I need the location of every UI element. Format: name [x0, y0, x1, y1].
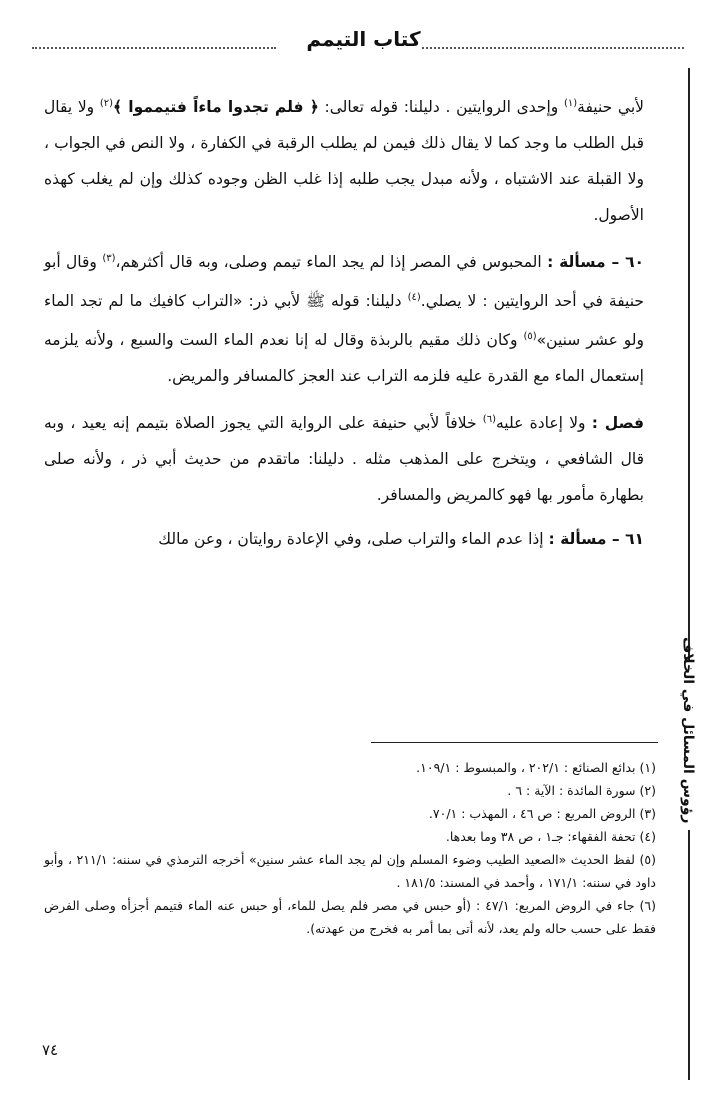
- footnote-4: (٤) تحفة الفقهاء: جـ١ ، ص ٣٨ وما بعدها.: [445, 829, 656, 844]
- text-run: ولا يقال قبل الطلب ما وجد كما لا يقال ذلك فيمن لم يطلب الرقبة في الكفارة ، ولا النص في الجواب ، ولا القبلة عند الاشتباه ، ولأنه مبدل يجب طلبه إذا غلب الظن وجوده كذلك وإن لم يغلب كهذه الأصول.: [44, 98, 644, 224]
- footnote-ref: (٣): [102, 253, 116, 264]
- issue-label: مسألة :: [547, 253, 606, 271]
- footnote-3: (٣) الروض المربع : ص ٤٦ ، المهذب : ٧٠/١.: [428, 806, 656, 821]
- paragraph-masala-61: [44, 521, 644, 557]
- footnote-ref: (١): [563, 98, 578, 109]
- footnote-ref: (٦): [482, 414, 496, 425]
- paragraph-masala-60: [44, 241, 644, 394]
- paragraph-continuation: [44, 86, 644, 233]
- header-rule-left: [32, 47, 276, 49]
- quran-quote: ﴿ فلم تجدوا ماءاً فتيمموا ﴾: [113, 98, 319, 116]
- text-run: وإحدى الروايتين . دليلنا: قوله تعالى:: [318, 98, 564, 116]
- text-run: إذا عدم الماء والتراب صلى، وفي الإعادة روايتان ، وعن مالك: [158, 530, 549, 548]
- text-run: وكان ذلك مقيم بالربذة وقال له إنا نعدم الماء الست والسبع ، ولأنه يلزمه إستعمال الماء مع القدرة عليه فلزمه التراب عند العجز كالمسافر والمريض.: [44, 331, 644, 385]
- section-label: فصل :: [591, 414, 644, 432]
- text-run: ولا إعادة عليه: [495, 414, 592, 432]
- issue-label: مسألة :: [548, 530, 607, 548]
- footnote-ref: (٥): [523, 331, 537, 342]
- header-rule-right: [422, 47, 684, 49]
- text-run: خلافاً لأبي حنيفة على الرواية التي يجوز الصلاة بتيمم إنه يعيد ، وبه قال الشافعي ، ويتخرج على المذهب مثله . دليلنا: ماتقدم من حديث أبي ذر ، ولأنه صلى بطهارة مأمور بها فهو كالمريض والمسافر.: [44, 414, 644, 504]
- issue-number: ٦١ –: [606, 530, 644, 548]
- footnote-ref: (٤): [407, 292, 421, 303]
- margin-rule-top: [688, 68, 690, 660]
- text-run: لأبي حنيفة: [577, 98, 644, 116]
- page-number: ٧٤: [42, 1041, 59, 1059]
- main-text: [44, 86, 644, 565]
- footnote-1: (١) بدائع الصنائع : ٢٠٢/١ ، والمبسوط : ١٠٩/١.: [416, 760, 656, 775]
- footnote-ref: (٢): [99, 98, 114, 109]
- chapter-title: كتاب التيمم: [306, 27, 421, 51]
- issue-number: ٦٠ –: [605, 253, 644, 271]
- footnotes: [44, 756, 656, 940]
- text-run: المحبوس في المصر إذا لم يجد الماء تيمم وصلى، وبه قال أكثرهم،: [115, 253, 548, 271]
- footnote-2: (٢) سورة المائدة : الآية : ٦ .: [507, 783, 656, 798]
- paragraph-fasl: [44, 402, 644, 513]
- margin-rule-bottom: [688, 830, 690, 1080]
- text-run: وقال أبو حنيفة في أحد الروايتين : لا يصلي.: [44, 253, 644, 310]
- running-head: رؤوس المسائل في الخلاف: [680, 636, 696, 823]
- footnote-6: (٦) جاء في الروض المربع: ٤٧/١ : (أو حبس في مصر فلم يصل للماء، أو حبس عنه الماء فتيمم أجزأه وصلى الفرض فقط على حسب حاله ولم يعد، لأنه أتى بما أمر به فخرج من عهدته).: [44, 898, 656, 936]
- footnote-separator: [371, 742, 658, 743]
- footnote-5: (٥) لفظ الحديث «الصعيد الطيب وضوء المسلم وإن لم يجد الماء عشر سنين» أخرجه الترمذي في سننه: ٢١١/١ ، وأبو داود في سننه: ١٧١/١ ، وأحمد في المسند: ١٨١/٥ .: [44, 852, 656, 890]
- text-run: دليلنا: قوله ﷺ لأبي ذر: «التراب كافيك ما لم تجد الماء ولو عشر سنين»: [44, 292, 644, 349]
